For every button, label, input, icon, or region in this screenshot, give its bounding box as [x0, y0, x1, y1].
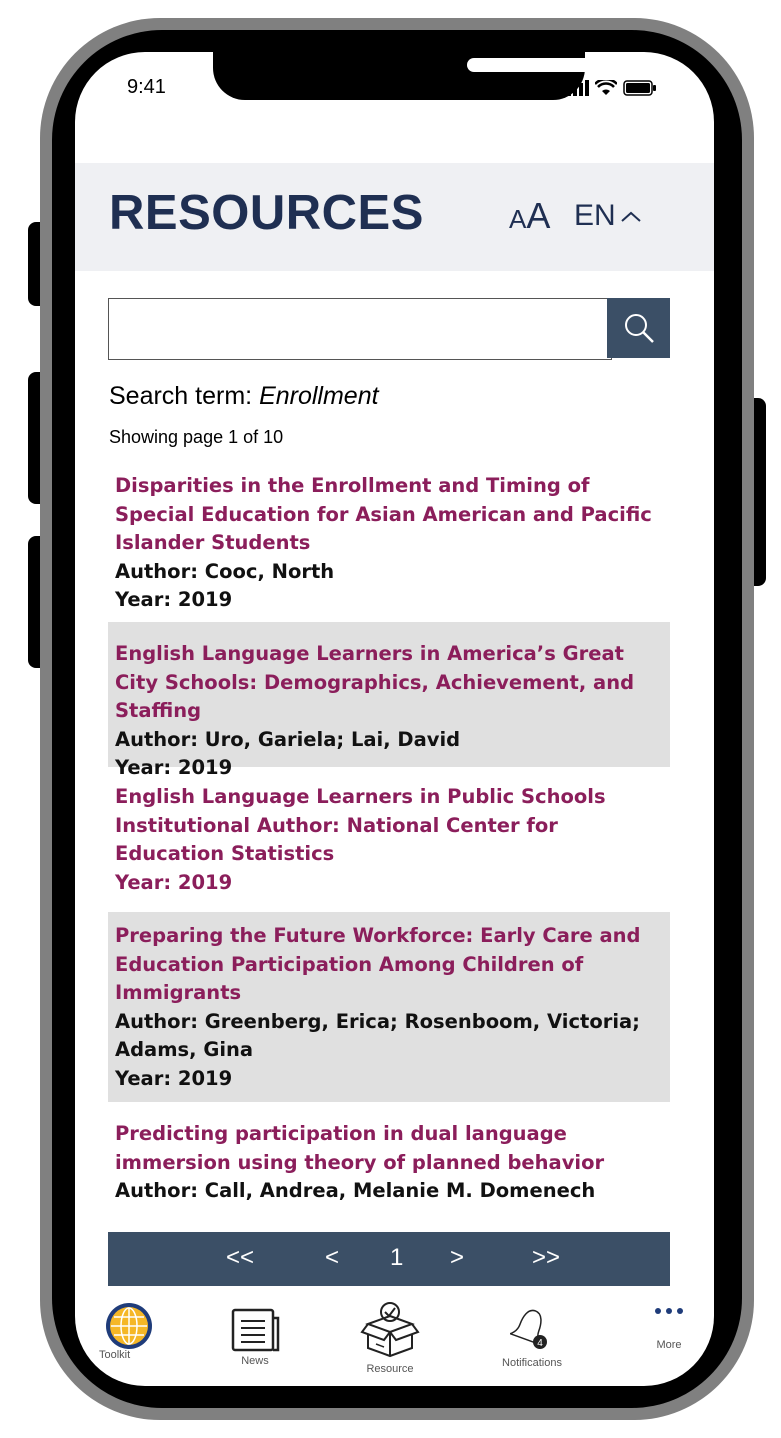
page-info: Showing page 1 of 10	[109, 427, 284, 447]
chevron-up-icon	[620, 209, 642, 223]
result-item[interactable]	[108, 912, 670, 1102]
last-page-button[interactable]: >>	[532, 1244, 561, 1271]
search-button[interactable]	[607, 298, 670, 358]
nav-toolkit-label: Toolkit	[99, 1349, 131, 1361]
status-time: 9:41	[127, 76, 166, 98]
globe-icon	[105, 1302, 153, 1350]
result-year: Year: 2019	[115, 870, 233, 894]
screen	[75, 52, 714, 1386]
notification-count-badge: 4	[537, 1338, 543, 1349]
result-title[interactable]: Predicting participation in dual language immersion using theory of planned behavior	[115, 1122, 605, 1174]
more-dots-icon	[653, 1306, 685, 1316]
first-page-button[interactable]: <<	[226, 1244, 255, 1271]
nav-news-label: News	[241, 1355, 269, 1367]
search-input[interactable]	[108, 298, 612, 360]
current-page[interactable]: 1	[390, 1244, 404, 1271]
status-icons	[567, 80, 657, 96]
result-year: Year: 2019	[115, 588, 233, 611]
pagination	[108, 1232, 670, 1286]
result-item[interactable]	[108, 472, 670, 612]
font-size-toggle[interactable]	[509, 195, 550, 237]
result-title[interactable]: English Language Learners in Public Schools	[115, 785, 606, 808]
nav-more[interactable]	[647, 1306, 691, 1351]
nav-notifications[interactable]	[495, 1306, 569, 1369]
result-author: Author: Call, Andrea, Melanie M. Domenech	[115, 1179, 596, 1202]
nav-news[interactable]	[225, 1308, 285, 1367]
nav-resource[interactable]	[355, 1300, 425, 1375]
prev-page-button[interactable]: <	[325, 1244, 340, 1271]
resource-box-icon	[358, 1300, 422, 1360]
search-term	[109, 382, 379, 411]
result-author: Author: Greenberg, Erica; Rosenboom, Victoria; Adams, Gina	[115, 1009, 640, 1061]
font-large-label: A	[526, 195, 551, 236]
speaker	[467, 58, 607, 72]
nav-toolkit[interactable]	[99, 1302, 159, 1361]
wifi-icon	[595, 80, 617, 96]
result-author: Author: Uro, Gariela; Lai, David	[115, 727, 461, 751]
page-title: RESOURCES	[109, 186, 424, 240]
next-page-button[interactable]: >	[450, 1244, 465, 1271]
font-small-label: A	[509, 204, 527, 234]
search-term-label: Search term:	[109, 382, 253, 410]
nav-resource-label: Resource	[366, 1363, 414, 1375]
language-label: EN	[574, 199, 616, 232]
result-year: Year: 2019	[115, 756, 233, 779]
language-selector[interactable]	[574, 199, 642, 233]
battery-icon	[623, 80, 657, 96]
search-term-value: Enrollment	[259, 382, 379, 410]
signal-icon	[567, 80, 589, 96]
result-title[interactable]: Disparities in the Enrollment and Timing of Special Education for Asian American and Pacific Islander Students	[115, 474, 652, 554]
result-title[interactable]: Preparing the Future Workforce: Early Care and Education Participation Among Children of Immigrants	[115, 924, 641, 1004]
search-icon	[622, 311, 656, 345]
bottom-nav	[75, 1292, 714, 1386]
nav-notifications-label: Notifications	[502, 1357, 562, 1369]
result-title[interactable]: English Language Learners in America’s Great City Schools: Demographics, Achievement, and Staffing	[115, 642, 635, 722]
result-item[interactable]	[108, 622, 670, 779]
result-author: Institutional Author: National Center for Education Statistics	[115, 813, 558, 865]
page-header	[75, 163, 714, 271]
notch	[213, 52, 585, 100]
result-author: Author: Cooc, North	[115, 559, 335, 583]
result-item[interactable]	[108, 1120, 670, 1220]
camera	[617, 54, 639, 76]
result-item[interactable]	[108, 780, 670, 925]
nav-more-label: More	[656, 1339, 682, 1351]
result-year: Year: 2019	[115, 1066, 233, 1090]
news-icon	[228, 1308, 282, 1352]
bell-icon	[510, 1306, 554, 1354]
